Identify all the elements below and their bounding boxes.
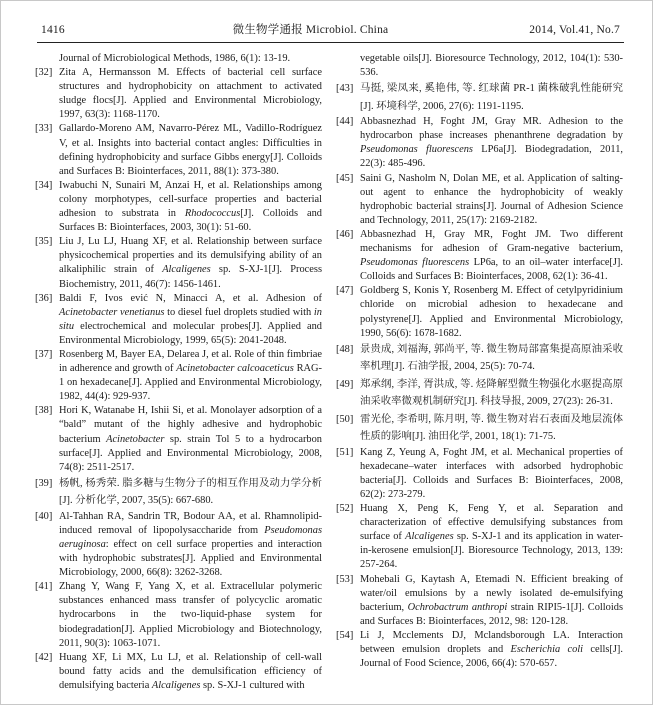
references-right-column — [336, 52, 623, 693]
reference-item — [336, 446, 623, 502]
reference-text: Hori K, Watanabe H, Ishii Si, et al. Monolayer adsorption of a “bald” mutant of the highly adhesive and hydrophobic bacterium Acinetobacter sp. strain Tol 5 to a hydrocarbon surface[J]. Applied and Environmental Microbiology, 2008, 74(8): 2511-2517. — [59, 405, 322, 473]
reference-number: [32] — [35, 67, 53, 79]
reference-text: 郑承纲, 李洋, 胥洪成, 等. 烃降解型微生物强化水驱提高原油采收率微观机制研究[J]. 科技导报, 2009, 27(23): 26-31. — [360, 378, 623, 408]
reference-item — [35, 292, 322, 348]
reference-text: Abbasnezhad H, Gray MR, Foght JM. Two different mechanisms for adhesion of Gram-negative bacterium, Pseudomonas fluorescens LP6a, to an oil–water interface[J]. Colloids and Surfaces B: Biointerfaces, 2008, 62(1): 36-41. — [360, 228, 623, 283]
reference-number: [37] — [35, 348, 53, 360]
reference-item — [336, 52, 623, 80]
reference-text: Mohebali G, Kaytash A, Etemadi N. Efficient breaking of water/oil emulsions by a newly isolated de-emulsifying bacterium, Ochrobactrum anthropi strain RIPI5-1[J]. Colloids and Surfaces B: Biointerfaces, 2012, 98: 120-128. — [360, 573, 623, 627]
reference-item — [336, 228, 623, 284]
reference-number: [44] — [336, 116, 354, 128]
reference-number: [52] — [336, 503, 354, 515]
reference-text: 杨帆, 杨秀荣. 脂多糖与生物分子的相互作用及动力学分析[J]. 分析化学, 2007, 35(5): 667-680. — [59, 477, 322, 507]
reference-number: [43] — [336, 83, 354, 95]
reference-number: [54] — [336, 629, 354, 641]
reference-item — [336, 376, 623, 411]
reference-text: Rosenberg M, Bayer EA, Delarea J, et al. Role of thin fimbriae in adherence and growth of Acinetobacter calcoaceticus RAG-1 on hexadecane[J]. Applied and Environmental Microbiology, 1982, 44(4): 929-937. — [59, 348, 322, 403]
reference-item — [35, 404, 322, 474]
reference-item — [336, 115, 623, 171]
reference-number: [41] — [35, 581, 53, 593]
header-divider — [37, 42, 624, 43]
reference-text: 雷光伦, 李希明, 陈月明, 等. 微生物对岩石表面及地层流体性质的影响[J]. 油田化学, 2001, 18(1): 71-75. — [360, 413, 623, 443]
reference-number: [35] — [35, 236, 53, 248]
reference-item — [336, 629, 623, 671]
reference-number: [49] — [336, 378, 354, 390]
reference-item — [336, 284, 623, 340]
reference-text: Gallardo-Moreno AM, Navarro-Pérez ML, Vadillo-Rodríguez V, et al. Insights into bacterial contact angles: Difficulties in defining hydrophobicity and surface Gibbs energy[J]. Colloids and Surfaces B: Biointerfaces, 2011, 88(1): 373-380. — [59, 123, 322, 177]
reference-item — [35, 580, 322, 650]
reference-item — [35, 52, 322, 66]
reference-item — [336, 573, 623, 629]
reference-text: 马挺, 梁凤来, 奚艳伟, 等. 红球菌 PR-1 菌株破乳性能研究[J]. 环境科学, 2006, 27(6): 1191-1195. — [360, 83, 623, 112]
reference-item — [336, 341, 623, 376]
reference-item — [35, 179, 322, 235]
reference-text: Zhang Y, Wang F, Yang X, et al. Extracellular polymeric substances enhanced mass transfer of polycyclic aromatic hydrocarbons in the two-liquid-phase system for biodegradation[J]. Applied Microbiology and Biotechnology, 2011, 90(3): 1063-1071. — [59, 581, 322, 649]
reference-number: [46] — [336, 228, 354, 240]
reference-text: Huang XF, Li MX, Lu LJ, et al. Relationship of cell-wall bound fatty acids and the demulsification efficiency of demulsifying bacteria Alcaligenes sp. S-XJ-1 cultured with — [59, 651, 322, 691]
reference-text: Huang X, Peng K, Feng Y, et al. Separation and characterization of effective demulsifying substances from surface of Alcaligenes sp. S-XJ-1 and its application in water-in-kerosene emulsion[J]. Bioresource Technology, 2013, 139: 257-264. — [360, 503, 623, 571]
reference-number: [50] — [336, 413, 354, 425]
reference-text: Kang Z, Yeung A, Foght JM, et al. Mechanical properties of hexadecane–water interfaces with adsorbed hydrophobic bacteria[J]. Colloids and Surfaces B: Biointerfaces, 2008, 62(2): 273-279. — [360, 446, 623, 500]
reference-number: [53] — [336, 573, 354, 585]
issue-info: 2014, Vol.41, No.7 — [529, 24, 620, 36]
reference-text: Journal of Microbiological Methods, 1986, 6(1): 13-19. — [59, 53, 291, 64]
reference-number: [40] — [35, 510, 53, 522]
reference-number: [39] — [35, 477, 53, 489]
reference-number: [51] — [336, 446, 354, 458]
reference-text: Abbasnezhad H, Foght JM, Gray MR. Adhesion to the hydrocarbon phase increases phenanthrene degradation by Pseudomonas fluorescens LP6a[J]. Biodegradation, 2011, 22(3): 485-496. — [360, 116, 624, 170]
journal-title: 微生物学通报 Microbiol. China — [232, 24, 389, 36]
reference-text: 景贵成, 刘福海, 郭尚平, 等. 微生物局部富集提高原油采收率机理[J]. 石油学报, 2004, 25(5): 70-74. — [360, 343, 623, 373]
reference-number: [34] — [35, 179, 53, 191]
reference-text: Saini G, Nasholm N, Dolan ME, et al. Application of salting-out agent to enhance the hydrophobicity of weakly hydrophobic bacterial strains[J]. Journal of Adhesion Science and Technology, 2011, 25(17): 2169-2182. — [360, 172, 623, 226]
reference-text: Zita A, Hermansson M. Effects of bacterial cell surface structures and hydrophobicity on attachment to activated sludge flocs[J]. Applied and Environmental Microbiology, 1997, 63(3): 1168-1170. — [59, 67, 322, 121]
reference-item — [336, 80, 623, 115]
reference-columns — [35, 52, 626, 693]
reference-item — [336, 502, 623, 572]
reference-item — [35, 66, 322, 122]
reference-text: Li J, Mcclements DJ, Mclandsborough LA. Interaction between emulsion droplets and Escherichia coli cells[J]. Journal of Food Science, 2006, 66(4): 570-657. — [360, 629, 623, 670]
reference-number: [33] — [35, 123, 53, 135]
page-number: 1416 — [41, 24, 65, 36]
reference-text: Al-Tahhan RA, Sandrin TR, Bodour AA, et al. Rhamnolipid-induced removal of lipopolysaccharide from Pseudomonas aeruginosa: effect on cell surface properties and interaction with hydrophobic substrates[J]. Applied and Environmental Microbiology, 2000, 66(8): 3262-3268. — [59, 510, 322, 579]
reference-item — [35, 235, 322, 291]
reference-number: [48] — [336, 343, 354, 355]
reference-text: Goldberg S, Konis Y, Rosenberg M. Effect of cetylpyridinium chloride on microbial adhesion to hexadecane and polystyrene[J]. Applied and Environmental Microbiology, 1990, 56(6): 1678-1682. — [360, 285, 623, 339]
reference-text: Liu J, Lu LJ, Huang XF, et al. Relationship between surface physicochemical properties and its demulsifying ability of an alkaliphilic strain of Alcaligenes sp. S-XJ-1[J]. Process Biochemistry, 2011, 46(7): 1456-1461. — [59, 236, 322, 290]
reference-item — [35, 475, 322, 510]
reference-number: [38] — [35, 405, 53, 417]
reference-text: Baldi F, Ivos ević N, Minacci A, et al. Adhesion of Acinetobacter venetianus to diesel fuel droplets studied with in situ electrochemical and molecular probes[J]. Applied and Environmental Microbiology, 1999, 65(5): 2041-2048. — [59, 292, 322, 346]
reference-item — [35, 122, 322, 178]
reference-number: [45] — [336, 172, 354, 184]
reference-number: [36] — [35, 292, 53, 304]
reference-item — [35, 348, 322, 404]
references-left-column — [35, 52, 322, 693]
reference-text: vegetable oils[J]. Bioresource Technology, 2012, 104(1): 530-536. — [360, 53, 623, 79]
reference-number: [47] — [336, 285, 354, 297]
reference-text: Iwabuchi N, Sunairi M, Anzai H, et al. Relationships among colony morphotypes, cell-surface properties and bacterial adhesion to substrata in Rhodococcus[J]. Colloids and Surfaces B: Biointerfaces, 2003, 30(1): 51-60. — [59, 179, 322, 234]
reference-item — [35, 510, 322, 580]
reference-item — [336, 411, 623, 446]
reference-number: [42] — [35, 651, 53, 663]
reference-item — [336, 172, 623, 228]
page-header — [35, 13, 626, 42]
reference-item — [35, 651, 322, 693]
